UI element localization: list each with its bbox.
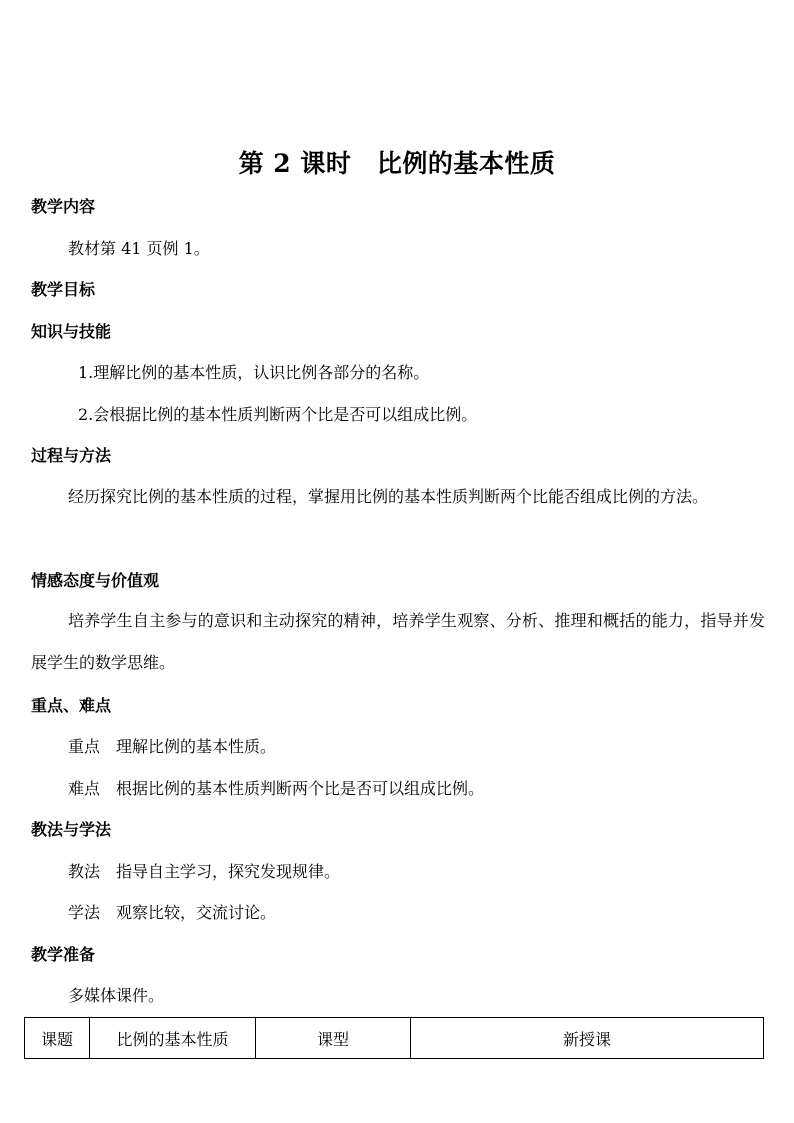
page-title: 第 2 课时 比例的基本性质 bbox=[238, 149, 556, 178]
content-text: 教材第 41 页例 1。 bbox=[68, 239, 210, 258]
table-row bbox=[25, 1018, 764, 1059]
difficulty-line bbox=[68, 777, 484, 801]
process-paragraph: 经历探究比例的基本性质的过程，掌握用比例的基本性质判断两个比能否组成比例的方法。 bbox=[68, 487, 709, 506]
key-point-text: 理解比例的基本性质。 bbox=[116, 737, 277, 756]
knowledge-heading: 知识与技能 bbox=[31, 322, 112, 341]
attitude-paragraph: 培养学生自主参与的意识和主动探究的精神，培养学生观察、分析、推理和概括的能力，指导并发展学生的数学思维。 bbox=[31, 611, 765, 672]
topic-value-cell: 比例的基本性质 bbox=[90, 1018, 256, 1059]
lesson-info-table bbox=[24, 1017, 764, 1059]
prep-heading: 教学准备 bbox=[31, 945, 96, 964]
learn-method-text: 观察比较，交流讨论。 bbox=[116, 903, 277, 922]
difficulty-label: 难点 bbox=[68, 779, 101, 798]
learn-method-label: 学法 bbox=[68, 903, 101, 922]
teach-method-line bbox=[68, 860, 340, 884]
difficulty-text: 根据比例的基本性质判断两个比是否可以组成比例。 bbox=[116, 779, 485, 798]
content-heading: 教学内容 bbox=[31, 197, 96, 216]
topic-label-cell: 课题 bbox=[25, 1018, 90, 1059]
type-value-cell: 新授课 bbox=[411, 1018, 764, 1059]
type-label-cell: 课型 bbox=[256, 1018, 411, 1059]
knowledge-item-2: 2.会根据比例的基本性质判断两个比是否可以组成比例。 bbox=[78, 405, 478, 424]
teach-method-text: 指导自主学习，探究发现规律。 bbox=[116, 862, 341, 881]
teach-method-label: 教法 bbox=[68, 862, 101, 881]
key-point-line bbox=[68, 735, 276, 759]
process-heading: 过程与方法 bbox=[31, 446, 112, 465]
attitude-heading: 情感态度与价值观 bbox=[31, 571, 160, 590]
knowledge-item-1: 1.理解比例的基本性质，认识比例各部分的名称。 bbox=[78, 363, 430, 382]
goals-heading: 教学目标 bbox=[31, 280, 96, 299]
prep-text: 多媒体课件。 bbox=[68, 986, 165, 1005]
key-heading: 重点、难点 bbox=[31, 696, 112, 715]
methods-heading: 教法与学法 bbox=[31, 820, 112, 839]
learn-method-line bbox=[68, 901, 276, 925]
key-point-label: 重点 bbox=[68, 737, 101, 756]
